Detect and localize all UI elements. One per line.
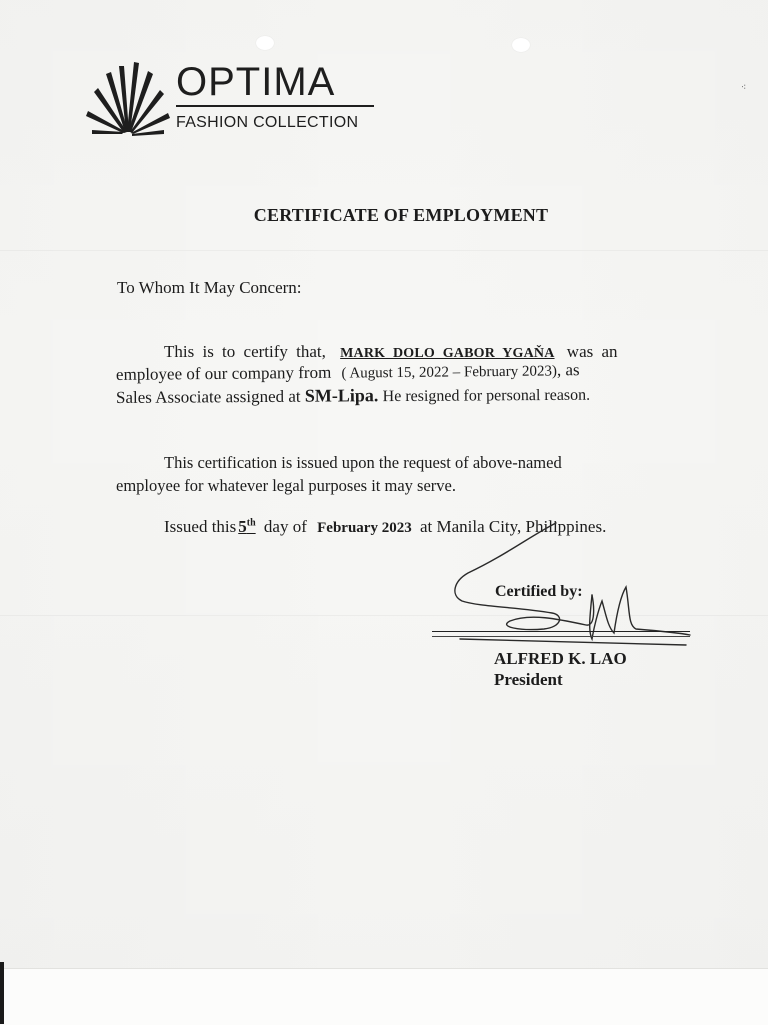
assigned-at-text: assigned at: [225, 386, 301, 407]
purpose-line-1: This certification is issued upon the request of above-named: [164, 453, 562, 472]
company-logo: [86, 60, 386, 140]
issued-month-year: February 2023: [317, 520, 412, 536]
punch-hole: [256, 36, 274, 50]
brand-subtitle: FASHION COLLECTION: [176, 114, 359, 131]
paper-fold: [0, 250, 768, 251]
employee-name: MARK DOLO GABOR YGAŇA: [340, 346, 555, 361]
certify-line-3: [116, 383, 590, 410]
scan-bottom-margin: [0, 968, 768, 1025]
brand-name: OPTIMA: [176, 60, 336, 104]
signatory-name: ALFRED K. LAO: [494, 649, 627, 668]
as-text: , as: [556, 360, 580, 380]
issued-lead: Issued this: [164, 517, 237, 536]
purpose-line-2: employee for whatever legal purposes it may serve.: [116, 476, 456, 495]
employment-period: ( August 15, 2022 – February 2023): [341, 363, 557, 382]
branch-name: SM-Lipa.: [304, 385, 379, 406]
certify-lead: This is to certify that,: [164, 342, 326, 361]
employee-of-text: employee of our company from: [115, 362, 332, 384]
punch-hole: [512, 38, 530, 52]
signature-line-double: [432, 636, 690, 637]
day-suffix: th: [246, 517, 256, 529]
signature-line: [432, 631, 690, 632]
handwritten-signature: [440, 515, 700, 655]
signatory-title: President: [494, 670, 563, 689]
document-title: CERTIFICATE OF EMPLOYMENT: [253, 205, 549, 225]
resignation-reason: He resigned for personal reason.: [382, 386, 591, 406]
position: Sales Associate: [115, 387, 222, 407]
scan-edge-mark: [0, 962, 4, 1024]
salutation: To Whom It May Concern:: [117, 278, 302, 297]
brand-rule: [176, 105, 374, 107]
issued-day: [238, 517, 255, 536]
was-an-text: was an: [566, 342, 618, 361]
day-number: 5: [238, 517, 247, 536]
speck-mark: ⁖: [741, 82, 747, 92]
issued-place: at Manila City, Philippines.: [419, 517, 607, 536]
day-of-text: day of: [263, 517, 307, 536]
certified-by-label: Certified by:: [495, 583, 583, 600]
palm-leaf-fan-icon: [86, 60, 170, 138]
